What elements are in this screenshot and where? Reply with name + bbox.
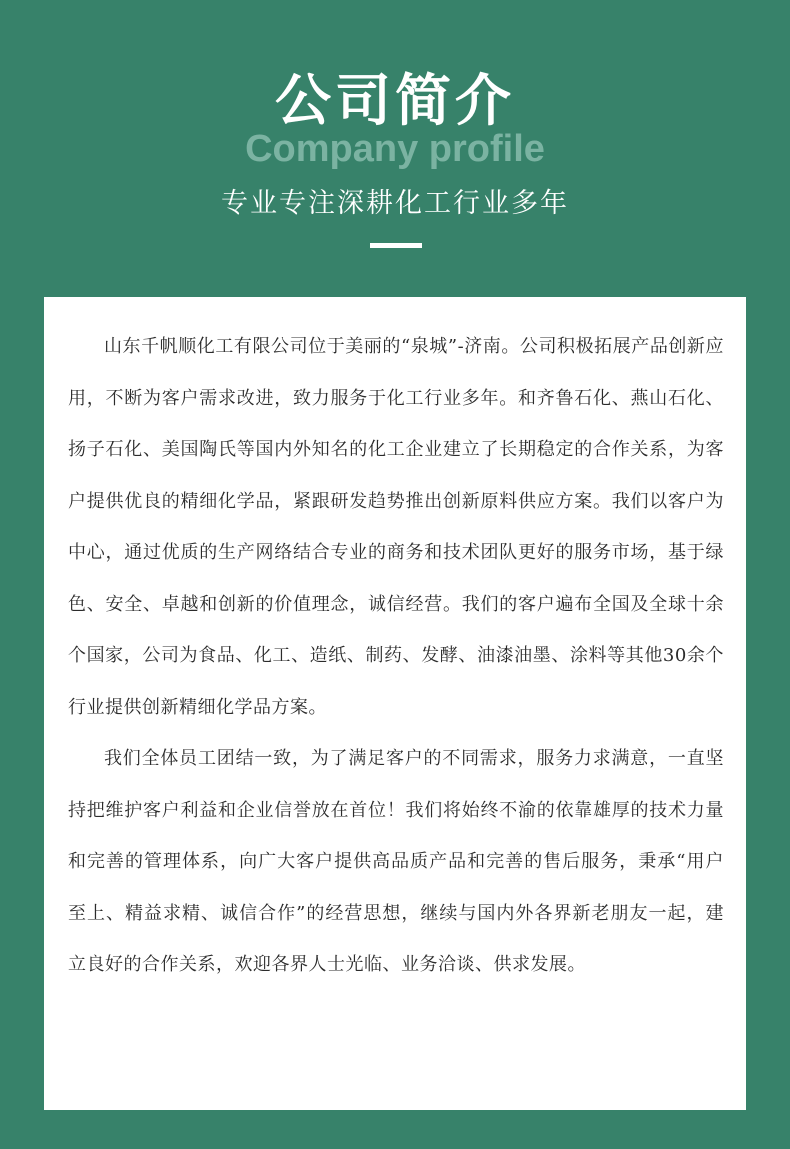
header — [0, 0, 790, 290]
title-divider — [370, 243, 422, 248]
page-title-english: Company profile — [245, 128, 545, 170]
intro-paragraph-2: 我们全体员工团结一致，为了满足客户的不同需求，服务力求满意，一直坚持把维护客户利益和企业信誉放在首位！我们将始终不渝的依靠雄厚的技术力量和完善的管理体系，向广大客户提供高品质产品和完善的售后服务，秉承“用户至上、精益求精、诚信合作”的经营思想，继续与国内外各界新老朋友一起，建立良好的合作关系，欢迎各界人士光临、业务洽谈、供求发展。 — [68, 748, 724, 975]
intro-paragraph-1: 山东千帆顺化工有限公司位于美丽的“泉城”-济南。公司积极拓展产品创新应用，不断为客户需求改进，致力服务于化工行业多年。和齐鲁石化、燕山石化、扬子石化、美国陶氏等国内外知名的化工企业建立了长期稳定的合作关系，为客户提供优良的精细化学品，紧跟研发趋势推出创新原料供应方案。我们以客户为中心，通过优质的生产网络结合专业的商务和技术团队更好的服务市场，基于绿色、安全、卓越和创新的价值理念，诚信经营。我们的客户遍布全国及全球十余个国家，公司为食品、化工、造纸、制药、发酵、油漆油墨、涂料等其他30余个行业提供创新精细化学品方案。 — [68, 336, 724, 718]
intro-card — [44, 297, 746, 1110]
page-title: 公司简介 — [275, 69, 515, 134]
page-subtitle: 专业专注深耕化工行业多年 — [221, 188, 569, 219]
